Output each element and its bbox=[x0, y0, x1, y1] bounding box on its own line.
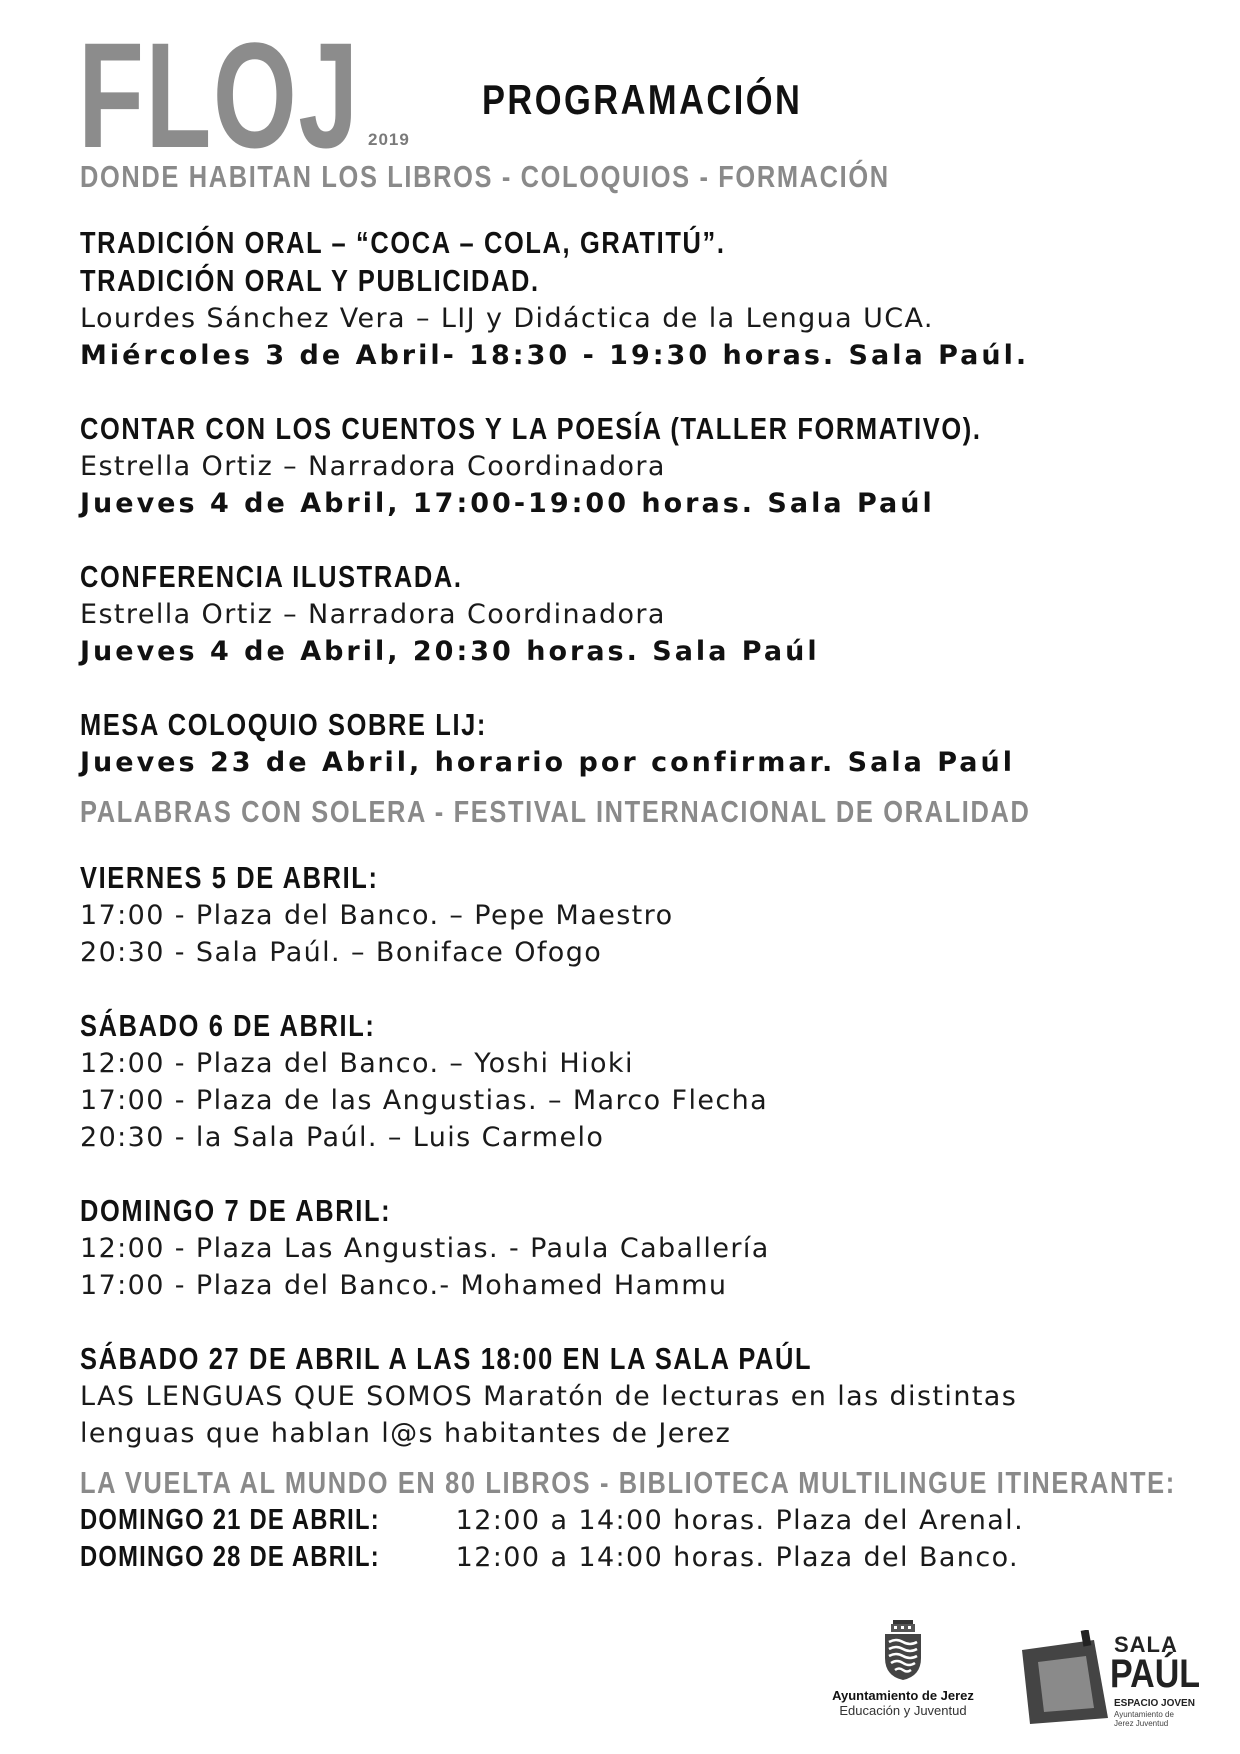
day-item: 12:00 - Plaza del Banco. – Yoshi Hioki bbox=[80, 1048, 634, 1079]
section-heading-biblioteca: LA VUELTA AL MUNDO EN 80 LIBROS - BIBLIOTECA MULTILINGUE ITINERANTE: bbox=[80, 1465, 1176, 1500]
day-item: 20:30 - la Sala Paúl. – Luis Carmelo bbox=[80, 1122, 605, 1153]
program-content bbox=[80, 158, 1180, 1576]
day-block bbox=[80, 1192, 1180, 1304]
special-line: lenguas que hablan l@s habitantes de Jerez bbox=[80, 1418, 732, 1449]
schedule-row bbox=[80, 1539, 1180, 1576]
sala-paul-mark-icon bbox=[1016, 1630, 1116, 1730]
schedule-row bbox=[80, 1502, 1180, 1539]
event-block bbox=[80, 410, 1180, 522]
ayuntamiento-logo bbox=[818, 1618, 988, 1718]
paul-label: PAÚL bbox=[1110, 1652, 1201, 1696]
section-heading-oralidad: PALABRAS CON SOLERA - FESTIVAL INTERNACIONAL DE ORALIDAD bbox=[80, 794, 1031, 829]
event-block bbox=[80, 558, 1180, 670]
day-block bbox=[80, 1007, 1180, 1156]
floj-logo bbox=[78, 11, 469, 179]
event-block bbox=[80, 224, 1180, 374]
event-when: Jueves 4 de Abril, 17:00-19:00 horas. Sala Paúl bbox=[80, 488, 935, 519]
event-when: Jueves 23 de Abril, horario por confirmar. Sala Paúl bbox=[80, 747, 1015, 778]
day-title: SÁBADO 6 DE ABRIL: bbox=[80, 1008, 376, 1043]
day-item: 12:00 - Plaza Las Angustias. - Paula Caballería bbox=[80, 1233, 770, 1264]
day-item: 17:00 - Plaza del Banco. – Pepe Maestro bbox=[80, 900, 674, 931]
logo-year: 2019 bbox=[368, 130, 410, 149]
ayuntamiento-name: Ayuntamiento de Jerez bbox=[832, 1688, 974, 1703]
special-title: SÁBADO 27 DE ABRIL A LAS 18:00 EN LA SALA PAÚL bbox=[80, 1341, 813, 1376]
schedule-text: 12:00 a 14:00 horas. Plaza del Arenal. bbox=[445, 1505, 1025, 1536]
day-item: 20:30 - Sala Paúl. – Boniface Ofogo bbox=[80, 937, 603, 968]
event-title: CONTAR CON LOS CUENTOS Y LA POESÍA (TALLER FORMATIVO). bbox=[80, 411, 982, 446]
sala-sub-label: Ayuntamiento de Jerez Juventud bbox=[1114, 1710, 1174, 1728]
schedule-day: DOMINGO 28 DE ABRIL: bbox=[80, 1541, 380, 1573]
section-heading-libros: DONDE HABITAN LOS LIBROS - COLOQUIOS - FORMACIÓN bbox=[80, 159, 890, 194]
day-title: DOMINGO 7 DE ABRIL: bbox=[80, 1193, 392, 1228]
day-title: VIERNES 5 DE ABRIL: bbox=[80, 860, 379, 895]
event-when: Jueves 4 de Abril, 20:30 horas. Sala Paúl bbox=[80, 636, 820, 667]
event-title: CONFERENCIA ILUSTRADA. bbox=[80, 559, 463, 594]
event-block bbox=[80, 706, 1180, 781]
day-item: 17:00 - Plaza de las Angustias. – Marco Flecha bbox=[80, 1085, 769, 1116]
page-title: PROGRAMACIÓN bbox=[482, 76, 803, 123]
special-event bbox=[80, 1340, 1180, 1452]
event-speaker: Estrella Ortiz – Narradora Coordinadora bbox=[80, 599, 666, 630]
event-subtitle: TRADICIÓN ORAL Y PUBLICIDAD. bbox=[80, 263, 540, 298]
coat-of-arms-icon bbox=[881, 1618, 925, 1682]
sala-paul-logo bbox=[1016, 1630, 1201, 1730]
event-when: Miércoles 3 de Abril- 18:30 - 19:30 horas. Sala Paúl. bbox=[80, 340, 1030, 371]
schedule-text: 12:00 a 14:00 horas. Plaza del Banco. bbox=[445, 1542, 1019, 1573]
event-title: MESA COLOQUIO SOBRE LIJ: bbox=[80, 707, 488, 742]
event-speaker: Estrella Ortiz – Narradora Coordinadora bbox=[80, 451, 666, 482]
day-item: 17:00 - Plaza del Banco.- Mohamed Hammu bbox=[80, 1270, 728, 1301]
espacio-joven-label: ESPACIO JOVEN bbox=[1114, 1698, 1195, 1709]
special-line: LAS LENGUAS QUE SOMOS Maratón de lecturas en las distintas bbox=[80, 1381, 1018, 1412]
event-speaker: Lourdes Sánchez Vera – LIJ y Didáctica de la Lengua UCA. bbox=[80, 303, 934, 334]
event-title: TRADICIÓN ORAL – “COCA – COLA, GRATITÚ”. bbox=[80, 225, 726, 260]
day-block bbox=[80, 859, 1180, 971]
sala-label: SALA bbox=[1114, 1632, 1178, 1657]
schedule-day: DOMINGO 21 DE ABRIL: bbox=[80, 1504, 380, 1536]
logo-wordmark: FLOJ bbox=[78, 11, 360, 179]
ayuntamiento-department: Educación y Juventud bbox=[839, 1703, 967, 1718]
